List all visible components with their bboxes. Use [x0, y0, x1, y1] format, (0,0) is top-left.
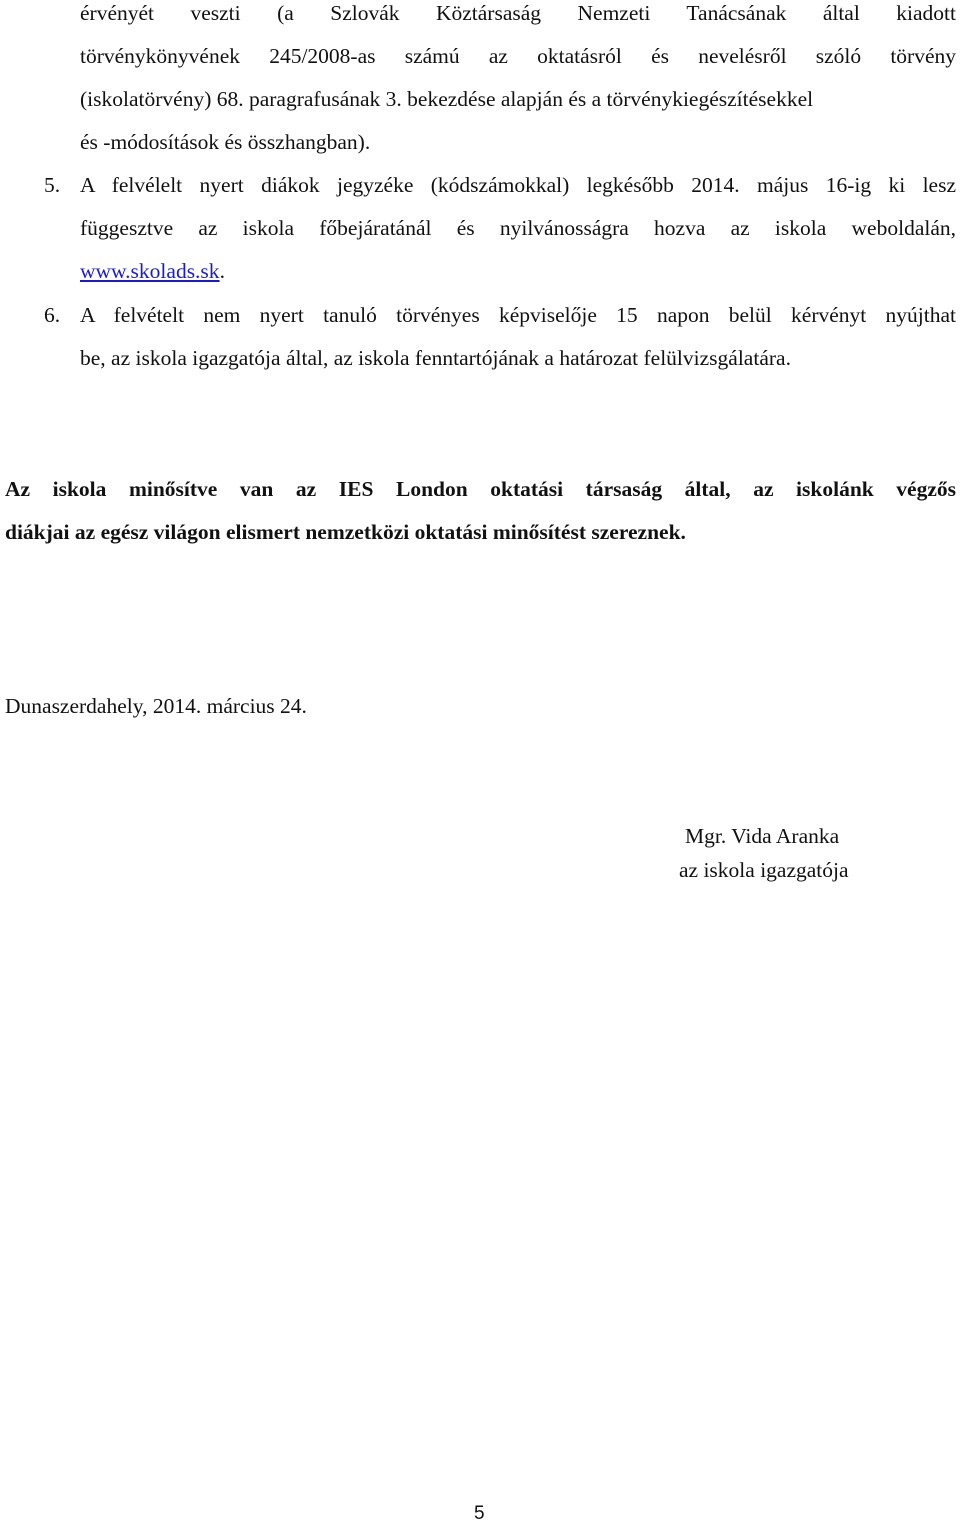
- item5-link-suffix: .: [219, 259, 225, 283]
- item4-line-4: és -módosítások és összhangban).: [80, 130, 371, 154]
- item5-line-2: függesztve az iskola főbejáratánál és nyilvánosságra hozva az iskola weboldalán,: [80, 216, 956, 240]
- signature-name: Mgr. Vida Aranka: [685, 824, 840, 848]
- accreditation-line-2: diákjai az egész világon elismert nemzetközi oktatási minősítést szereznek.: [5, 520, 686, 544]
- item6-line-1: A felvételt nem nyert tanuló törvényes képviselője 15 napon belül kérvényt nyújthat: [80, 303, 956, 327]
- item5-number: 5.: [44, 173, 61, 197]
- item4-line-1: érvényét veszti (a Szlovák Köztársaság Nemzeti Tanácsának által kiadott: [80, 1, 956, 25]
- signature-title: az iskola igazgatója: [679, 858, 849, 882]
- item5-line-1: A felvélelt nyert diákok jegyzéke (kódszámokkal) legkésőbb 2014. május 16-ig ki lesz: [80, 173, 956, 197]
- item6-number: 6.: [44, 303, 61, 327]
- accreditation-line-1: Az iskola minősítve van az IES London oktatási társaság által, az iskolánk végzős: [5, 477, 956, 501]
- item4-line-2: törvénykönyvének 245/2008-as számú az oktatásról és nevelésről szóló törvény: [80, 44, 956, 68]
- item5-line-3: [80, 261, 225, 283]
- page-number: 5: [474, 1503, 485, 1524]
- school-website-link[interactable]: www.skolads.sk: [80, 259, 220, 283]
- item4-line-3: (iskolatörvény) 68. paragrafusának 3. bekezdése alapján és a törvénykiegészítésekkel: [80, 87, 814, 111]
- place-date: Dunaszerdahely, 2014. március 24.: [5, 694, 307, 718]
- item6-line-2: be, az iskola igazgatója által, az iskola fenntartójának a határozat felülvizsgálatára.: [80, 346, 791, 370]
